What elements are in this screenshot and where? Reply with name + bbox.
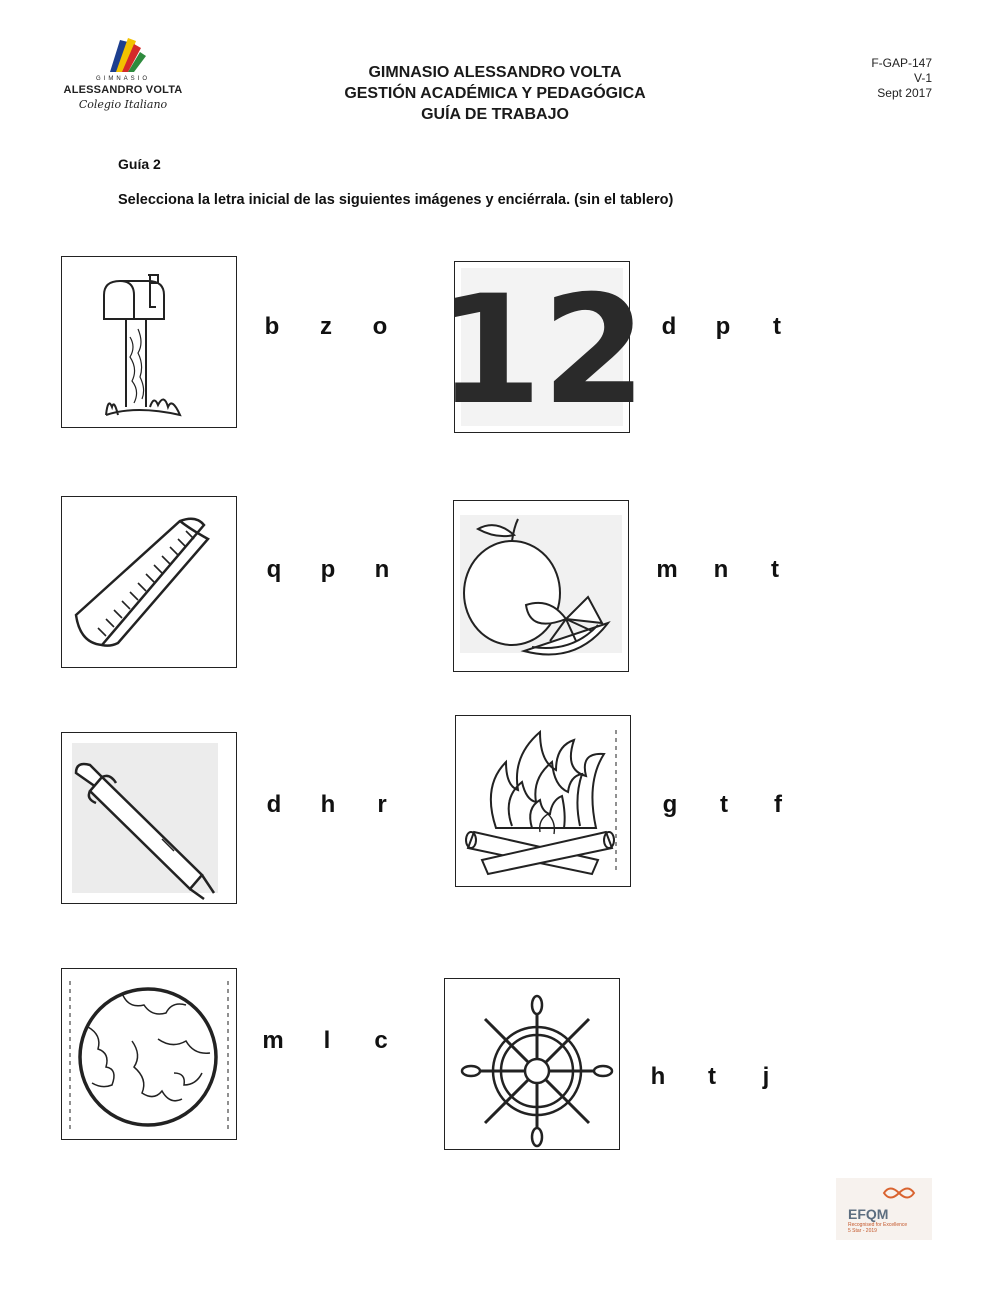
letter-option[interactable]: d bbox=[661, 313, 677, 340]
letter-option[interactable]: p bbox=[320, 556, 336, 583]
letter-option[interactable]: f bbox=[774, 791, 782, 818]
letter-options bbox=[642, 313, 804, 341]
letter-options bbox=[245, 313, 407, 341]
letter-options bbox=[631, 1063, 793, 1091]
exercise-image-frame bbox=[455, 715, 631, 887]
letter-options bbox=[247, 791, 409, 819]
document-version: V-1 bbox=[913, 71, 932, 85]
efqm-subtitle-line2: 5 Star - 2019 bbox=[848, 1228, 877, 1234]
globe-icon bbox=[62, 969, 236, 1139]
letter-option[interactable]: m bbox=[656, 556, 678, 583]
header-school-name: GIMNASIO ALESSANDRO VOLTA bbox=[368, 64, 622, 81]
number-twelve-icon bbox=[437, 262, 647, 438]
instruction-text: Selecciona la letra inicial de las siguientes imágenes y enciérrala. (sin el tablero) bbox=[118, 192, 674, 208]
exercise-image-frame bbox=[444, 978, 620, 1150]
exercise-image-frame bbox=[61, 732, 237, 904]
document-header bbox=[290, 62, 700, 125]
letter-option[interactable]: h bbox=[320, 791, 336, 818]
efqm-title: EFQM bbox=[848, 1206, 889, 1222]
rolling-pin-icon bbox=[62, 733, 236, 903]
exercise-image-frame bbox=[61, 968, 237, 1140]
document-code-block bbox=[820, 56, 932, 101]
header-department: GESTIÓN ACADÉMICA Y PEDAGÓGICA bbox=[344, 85, 646, 102]
letter-option[interactable]: q bbox=[266, 556, 282, 583]
letter-option[interactable]: t bbox=[773, 313, 781, 340]
letter-options bbox=[247, 556, 409, 584]
fire-icon bbox=[456, 716, 630, 886]
exercise-image-frame bbox=[61, 256, 237, 428]
letter-option[interactable]: d bbox=[266, 791, 282, 818]
letter-options bbox=[643, 791, 805, 819]
letter-option[interactable]: g bbox=[662, 791, 678, 818]
infinity-icon bbox=[878, 1182, 920, 1204]
number-twelve-text: 12 bbox=[437, 264, 647, 438]
document-code: F-GAP-147 bbox=[871, 56, 932, 70]
mailbox-icon bbox=[62, 257, 236, 427]
letter-options bbox=[640, 556, 802, 584]
efqm-badge bbox=[836, 1178, 932, 1240]
letter-option[interactable]: z bbox=[320, 313, 332, 340]
letter-option[interactable]: m bbox=[262, 1027, 284, 1054]
letter-option[interactable]: n bbox=[713, 556, 729, 583]
exercise-image-frame bbox=[61, 496, 237, 668]
letter-option[interactable]: t bbox=[720, 791, 728, 818]
letter-option[interactable]: j bbox=[762, 1063, 770, 1090]
letter-option[interactable]: p bbox=[715, 313, 731, 340]
logo-main-text: ALESSANDRO VOLTA bbox=[63, 84, 183, 96]
exercise-image-frame bbox=[453, 500, 629, 672]
letter-option[interactable]: t bbox=[771, 556, 779, 583]
letter-option[interactable]: c bbox=[374, 1027, 388, 1054]
letter-options bbox=[246, 1027, 408, 1055]
efqm-subtitle bbox=[848, 1222, 907, 1234]
letter-option[interactable]: r bbox=[377, 791, 387, 818]
letter-option[interactable]: l bbox=[323, 1027, 331, 1054]
logo-sub-text: Colegio Italiano bbox=[78, 98, 168, 111]
guide-title: Guía 2 bbox=[118, 156, 161, 172]
logo-emblem-icon bbox=[58, 32, 188, 78]
exercise-image-frame bbox=[437, 261, 647, 438]
letter-option[interactable]: b bbox=[264, 313, 280, 340]
document-date: Sept 2017 bbox=[877, 86, 932, 100]
logo-small-text: GIMNASIO bbox=[95, 76, 150, 82]
letter-option[interactable]: o bbox=[372, 313, 388, 340]
orange-icon bbox=[454, 501, 628, 671]
school-logo bbox=[58, 32, 188, 124]
letter-option[interactable]: h bbox=[650, 1063, 666, 1090]
header-document-type: GUÍA DE TRABAJO bbox=[421, 106, 569, 123]
letter-option[interactable]: n bbox=[374, 556, 390, 583]
comb-icon bbox=[62, 497, 236, 667]
ship-wheel-icon bbox=[445, 979, 619, 1149]
efqm-subtitle-line1: Recognised for Excellence bbox=[848, 1222, 908, 1228]
letter-option[interactable]: t bbox=[708, 1063, 716, 1090]
